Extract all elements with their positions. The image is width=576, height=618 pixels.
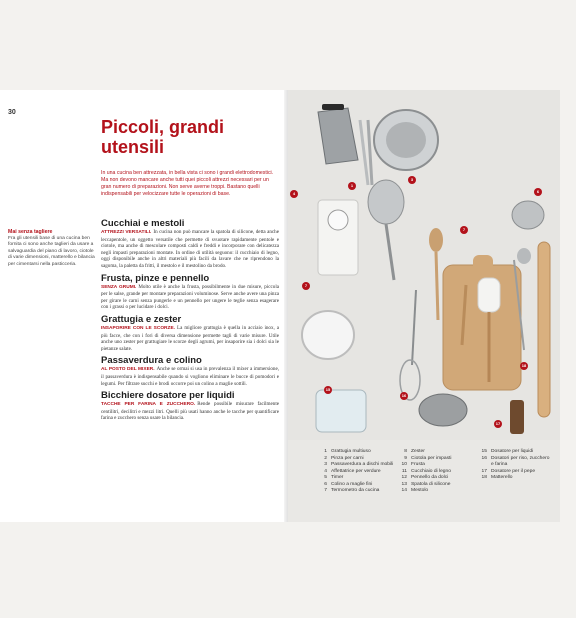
- legend-number: 4: [324, 468, 327, 474]
- section-lead: TACCHE PER FARINA E ZUCCHERO.: [101, 402, 196, 408]
- section-grattugia: [101, 314, 279, 352]
- title-line-1: Piccoli, grandi: [101, 117, 225, 137]
- photo-marker: 3: [408, 176, 416, 184]
- legend-number: 15: [481, 449, 487, 454]
- measuring-jug-shape: [316, 390, 366, 432]
- legend-label: Pinza per carni: [331, 455, 364, 461]
- photo-marker: 18: [521, 363, 527, 368]
- legend-label: Cucchiaio di legno: [411, 468, 451, 474]
- section-heading: Passaverdura e colino: [101, 355, 202, 367]
- food-mill-inner: [386, 122, 426, 158]
- legend-column: [478, 449, 558, 495]
- section-body: [101, 366, 279, 387]
- section-passaverdura: [101, 355, 279, 387]
- legend-label: Matterello: [491, 475, 513, 480]
- grater-handle: [322, 104, 344, 110]
- section-heading: Cucchiai e mestoli: [101, 218, 185, 229]
- legend-column: [398, 449, 478, 495]
- section-body: [101, 229, 279, 270]
- legend-number: 9: [404, 455, 407, 461]
- legend-number: 10: [401, 462, 407, 467]
- section-text: Anche se ormai si usa in prevalenza il mixer a immersione, il passaverdura è indispensabile quando si vogliono eliminare le bucce di pomodori e legumi. Per filtrare succhi e brodi occorre poi un colino a maglie sottili.: [101, 366, 279, 387]
- photo-marker: 7: [460, 226, 468, 234]
- strainer-shape: [512, 201, 544, 229]
- photo-marker: 4: [290, 190, 298, 198]
- legend-item: [398, 488, 478, 495]
- legend-label: Dosatore per liquidi: [491, 449, 534, 454]
- section-dosatore: [101, 390, 279, 422]
- legend-number: 16: [481, 455, 487, 461]
- photo-marker: 1: [348, 182, 356, 190]
- section-lead: INSAPORIRE CON LE SCORZE.: [101, 325, 175, 331]
- legend-label: Dosatore per il pepe: [491, 468, 536, 474]
- legend-label: Spatola di silicone: [411, 481, 451, 487]
- legend-label: Grattugia multiuso: [331, 449, 371, 454]
- legend-label: Zester: [411, 449, 425, 454]
- photo-marker: 16: [401, 393, 407, 398]
- section-heading: Bicchiere dosatore per liquidi: [101, 390, 235, 402]
- spatula-head: [478, 278, 500, 312]
- photo-marker: 7: [302, 282, 310, 290]
- legend-label: Passaverdura a dischi mobili: [331, 462, 394, 467]
- page-number: 30: [8, 109, 16, 116]
- section-lead: SENZA GRUMI.: [101, 284, 137, 290]
- section-body: [101, 401, 279, 422]
- photo-marker: 6: [534, 188, 542, 196]
- cutting-board-handle: [473, 255, 493, 271]
- section-heading: Frusta, pinze e pennello: [101, 272, 210, 284]
- sidebar-note: [8, 229, 98, 268]
- article-sections: [101, 218, 279, 425]
- ladle-head: [517, 248, 531, 264]
- legend-number: 2: [324, 455, 327, 461]
- section-text: Rende possibile misurare facilmente centilitri, decilitri e mezzi litri. Quelli più usati hanno anche le tacche per quantificare farina e zucchero senza usare la bilancia.: [101, 401, 280, 422]
- photo-marker: 17: [495, 421, 501, 426]
- legend-number: 5: [324, 475, 327, 480]
- right-page: [288, 90, 560, 522]
- legend-column: [318, 449, 398, 495]
- pepper-mill-shape: [510, 400, 524, 434]
- sieve-shape: [368, 180, 404, 224]
- section-text: Molto utile è anche la frusta, possibilmente in due misure, piccola per le salse, grande per montare preparazioni voluminose. Serve anche avere una pinza per girare le carni senza pungerle e un pennello per ungere le teglie senza esagerare con i grassi o per lucidare i dolci.: [101, 283, 279, 311]
- legend-label: Timer: [331, 475, 344, 480]
- legend-label: Pennello da dolci: [411, 475, 449, 480]
- intro-text: In una cucina ben attrezzata, in bella vista ci sono i grandi elettrodomestici. Ma non devono mancare anche tutti quei piccoli attrezzi necessari per un gran numero di preparazioni. Non serve averne troppi. Bastano quelli indispensabili per velocizzare tutte le operazioni di base.: [101, 170, 274, 197]
- section-heading: Grattugia e zester: [101, 313, 182, 325]
- section-body: [101, 325, 279, 352]
- scoop-shape: [419, 394, 467, 426]
- legend-number: 3: [324, 462, 327, 467]
- section-text: In cucina non può mancare la spatola di silicone, detta anche leccapentole, un oggetto versatile che permette di svuotare rapidamente pentole e ciotole, ma anche di mescolare composti caldi e freddi e incorporare con delicatezza negli impasti preparazioni montate. In ordine di utilità seguono: il cucchiaio di legno, oggi disponibile anche in altri materiali più facili da lavare che ne riprendono la sagoma, la paletta da fritti, il mestolo e il mestolino da brodo.: [101, 229, 279, 269]
- legend-number: 1: [324, 449, 327, 454]
- legend-label: Mestolo: [411, 488, 429, 493]
- legend-label: Frusta: [411, 462, 425, 467]
- legend-item: [318, 488, 398, 495]
- photo-legend: [318, 449, 558, 495]
- legend-number: 6: [324, 481, 327, 487]
- section-frusta: [101, 273, 279, 311]
- legend-item: [478, 475, 558, 482]
- legend-label: Termometro da cucina: [331, 488, 380, 493]
- legend-number: 17: [481, 468, 487, 474]
- wooden-spoon-handle: [436, 252, 438, 320]
- section-lead: AL POSTO DEL MIXER.: [101, 367, 155, 373]
- section-cucchiai: [101, 218, 279, 270]
- photo-marker: 15: [325, 387, 331, 392]
- legend-label: Dosatori per riso, zucchero: [491, 455, 550, 461]
- rolling-pin-shape: [538, 242, 550, 417]
- legend-number: 11: [401, 468, 407, 474]
- timer-shape: [328, 210, 348, 230]
- sidebar-text: Fra gli utensili base di una cucina ben fornita ci sono anche taglieri da usare a salvaguardia del piano di lavoro, ciotole di varie dimensioni, matterello e bilancia per cimentarsi nella pasticceria.: [8, 236, 95, 267]
- legend-label: Colino a maglie fini: [331, 481, 373, 487]
- page-title: [101, 117, 281, 157]
- legend-label: e farina: [491, 462, 508, 467]
- section-text: La migliore grattugia è quella in acciaio inox, a più facce, che con i fori di diversa dimensione permette tagli di varie misure. Utile anche uno zester per grattugiare le scorze degli agrumi, per insaporire sia i dolci sia le pietanze salate.: [101, 324, 279, 352]
- wooden-spoon-head: [429, 228, 443, 252]
- legend-label: Affettatrice per verdure: [331, 468, 381, 474]
- legend-number: 14: [401, 488, 407, 493]
- mixing-bowl-shape: [302, 311, 354, 359]
- legend-number: 13: [401, 481, 407, 487]
- title-line-2: utensili: [101, 137, 165, 157]
- section-body: [101, 284, 279, 311]
- legend-number: 18: [481, 475, 487, 480]
- section-lead: ATTREZZI VERSATILI.: [101, 230, 152, 235]
- legend-number: 8: [404, 449, 407, 454]
- legend-number: 7: [324, 488, 327, 493]
- legend-number: 12: [401, 475, 407, 480]
- sidebar-title: Mai senza tagliere: [8, 229, 53, 235]
- legend-label: Ciotola per impasti: [411, 455, 452, 461]
